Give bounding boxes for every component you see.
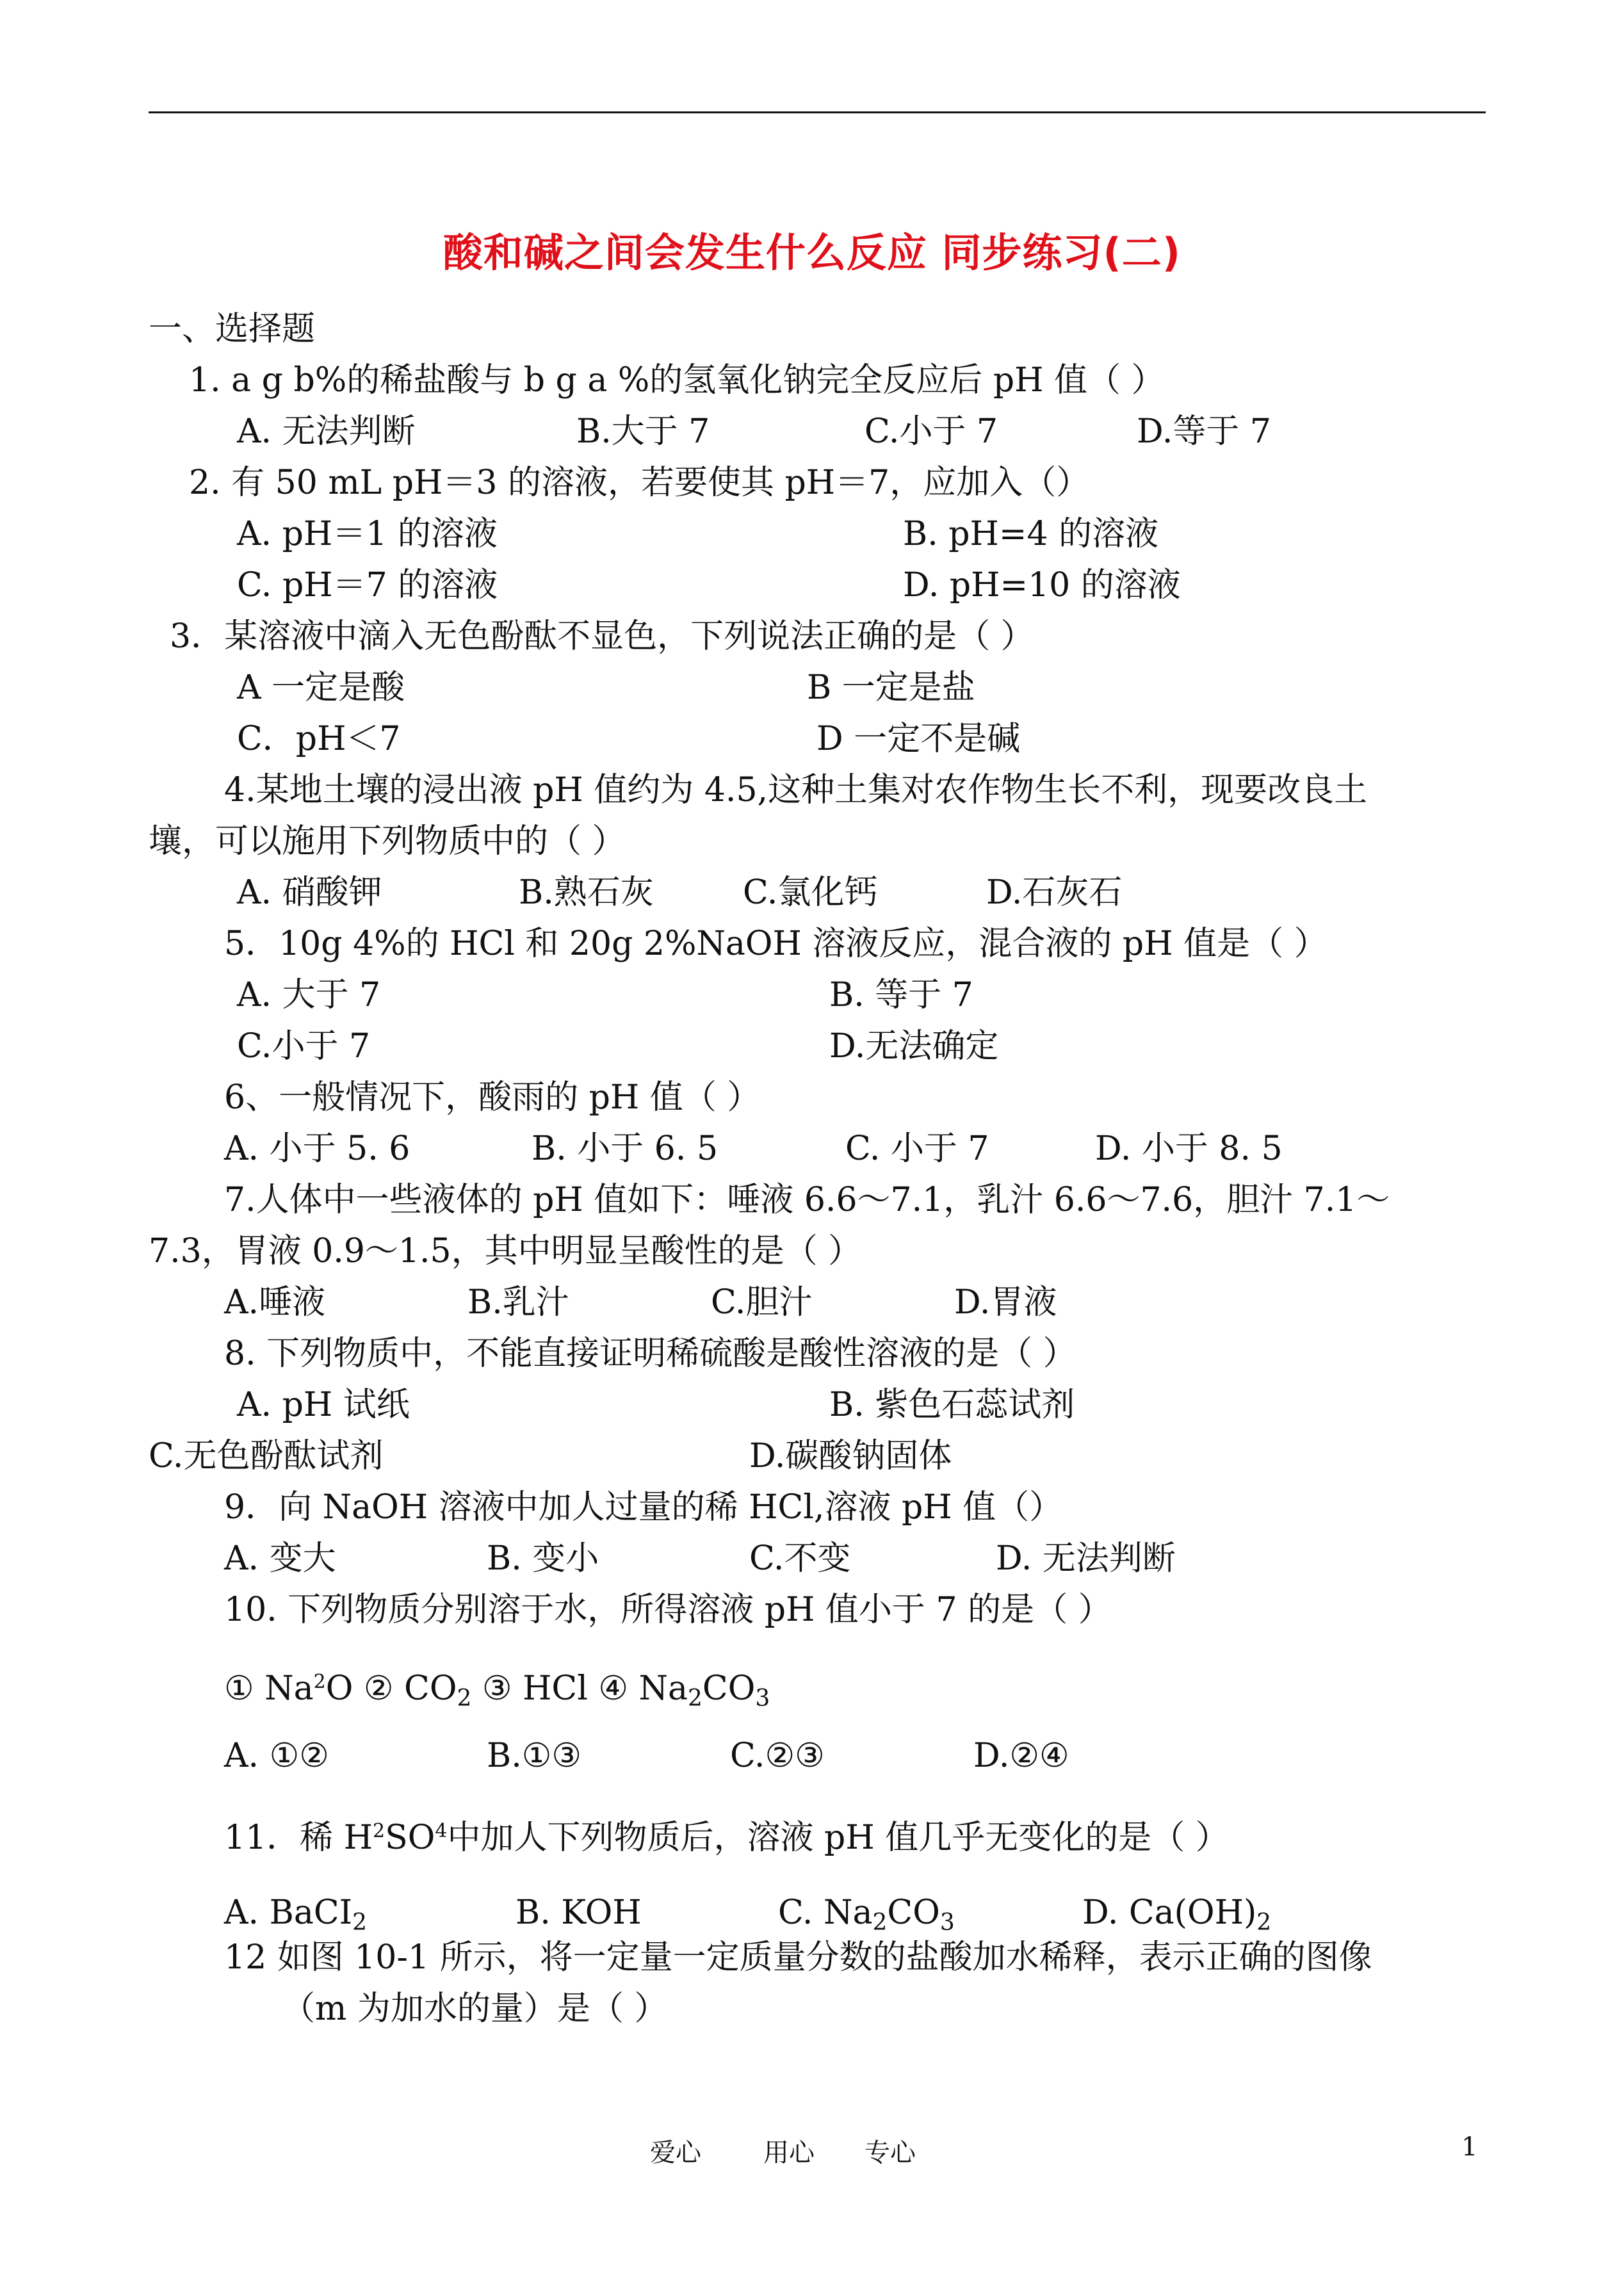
question-2-stem: 2. 有 50 mL pH＝3 的溶液，若要使其 pH＝7，应加入（） [189, 464, 1090, 502]
question-11-option-b: B. KOH [516, 1894, 642, 1932]
question-3-option-d: D 一定不是碱 [816, 720, 1021, 758]
question-12-stem-line2: （m 为加水的量）是（ ） [282, 1990, 668, 2028]
question-9-option-c: C.不变 [749, 1539, 851, 1578]
question-7-option-a: A.唾液 [224, 1283, 326, 1322]
question-11-option-d: D. $Ca(OH)_2$ [1082, 1894, 1272, 1936]
question-2-option-b: B. pH=4 的溶液 [903, 515, 1159, 553]
question-1-option-a: A. 无法判断 [237, 412, 416, 451]
question-6-option-b: B. 小于 6. 5 [532, 1130, 719, 1168]
question-1-stem: 1. a g b%的稀盐酸与 b g a %的氢氧化钠完全反应后 pH 值（ ） [189, 361, 1165, 400]
question-10-option-c: C.②③ [730, 1737, 825, 1775]
page-title: 酸和碱之间会发生什么反应 同步练习(二) [443, 229, 1181, 276]
question-5-option-d: D.无法确定 [829, 1027, 999, 1066]
question-9-stem: 9．向 NaOH 溶液中加人过量的稀 HCl,溶液 pH 值（） [224, 1488, 1063, 1527]
question-7-option-b: B.乳汁 [467, 1283, 569, 1322]
question-5-option-b: B. 等于 7 [829, 976, 973, 1014]
question-9-option-d: D. 无法判断 [996, 1539, 1176, 1578]
question-10-substances: ① Na$^2$O ② $CO_2$ ③ HCl ④ $Na_2CO_3$ [224, 1669, 770, 1712]
question-9-option-a: A. 变大 [224, 1539, 336, 1578]
question-6-option-d: D. 小于 8. 5 [1095, 1130, 1283, 1168]
question-9-option-b: B. 变小 [487, 1539, 599, 1578]
question-4-option-a: A. 硝酸钾 [237, 873, 382, 912]
question-1-option-d: D.等于 7 [1137, 412, 1271, 451]
question-11-option-a: A. BaCI$_2$ [224, 1894, 368, 1936]
question-2-option-a: A. pH＝1 的溶液 [237, 515, 498, 553]
question-8-option-a: A. pH 试纸 [237, 1386, 410, 1424]
question-10-option-d: D.②④ [973, 1737, 1069, 1775]
question-5-option-c: C.小于 7 [237, 1027, 371, 1066]
question-12-stem-line1: 12 如图 10-1 所示，将一定量一定质量分数的盐酸加水稀释，表示正确的图像 [224, 1938, 1372, 1977]
question-10-option-b: B.①③ [487, 1737, 581, 1775]
footer-slogan-1: 爱心 [650, 2138, 701, 2168]
section-heading: 一、选择题 [149, 310, 316, 348]
question-5-stem: 5．10g 4%的 HCl 和 20g 2%NaOH 溶液反应，混合液的 pH 值是（ ） [224, 925, 1328, 963]
question-8-stem: 8. 下列物质中，不能直接证明稀硫酸是酸性溶液的是（ ） [224, 1334, 1076, 1373]
header-rule [149, 111, 1486, 113]
question-8-option-b: B. 紫色石蕊试剂 [829, 1386, 1075, 1424]
question-4-stem-line1: 4.某地土壤的浸出液 pH 值约为 4.5,这种土集对农作物生长不利，现要改良土 [224, 771, 1368, 809]
question-6-stem: 6、一般情况下，酸雨的 pH 值（ ） [224, 1078, 761, 1117]
question-2-option-d: D. pH=10 的溶液 [903, 566, 1181, 604]
question-3-option-a: A 一定是酸 [237, 669, 405, 707]
question-4-stem-line2: 壤，可以施用下列物质中的（ ） [149, 822, 626, 861]
question-4-option-c: C.氯化钙 [743, 873, 878, 912]
question-6-option-c: C. 小于 7 [845, 1130, 989, 1168]
question-1-option-c: C.小于 7 [865, 412, 998, 451]
footer-slogan-3: 专心 [865, 2138, 916, 2168]
question-11-stem: 11．稀 $H^2SO^4$中加人下列物质后，溶液 pH 值几乎无变化的是（ ） [224, 1819, 1229, 1857]
footer-slogan-2: 用心 [763, 2138, 815, 2168]
page-number: 1 [1461, 2132, 1478, 2162]
question-8-option-d: D.碳酸钠固体 [749, 1437, 952, 1475]
question-3-option-c: C．pH＜7 [237, 720, 401, 758]
question-3-option-b: B 一定是盐 [807, 669, 975, 707]
question-7-stem-line2: 7.3，胃液 0.9～1.5，其中明显呈酸性的是（ ） [149, 1232, 862, 1270]
question-1-option-b: B.大于 7 [576, 412, 710, 451]
question-5-option-a: A. 大于 7 [237, 976, 381, 1014]
question-4-option-b: B.熟石灰 [519, 873, 654, 912]
question-7-stem-line1: 7.人体中一些液体的 pH 值如下：唾液 6.6～7.1，乳汁 6.6～7.6，胆汁 7.1～ [224, 1181, 1390, 1219]
question-10-stem: 10. 下列物质分别溶于水，所得溶液 pH 值小于 7 的是（ ） [224, 1591, 1112, 1629]
question-4-option-d: D.石灰石 [986, 873, 1123, 912]
question-7-option-c: C.胆汁 [711, 1283, 813, 1322]
question-7-option-d: D.胃液 [954, 1283, 1057, 1322]
question-8-option-c: C.无色酚酞试剂 [149, 1437, 384, 1475]
question-6-option-a: A. 小于 5. 6 [224, 1130, 410, 1168]
question-3-stem: 3．某溶液中滴入无色酚酞不显色，下列说法正确的是（ ） [170, 617, 1034, 656]
question-2-option-c: C. pH＝7 的溶液 [237, 566, 498, 604]
question-10-option-a: A. ①② [224, 1737, 329, 1775]
question-11-option-c: C. $Na_2CO_3$ [778, 1894, 955, 1936]
